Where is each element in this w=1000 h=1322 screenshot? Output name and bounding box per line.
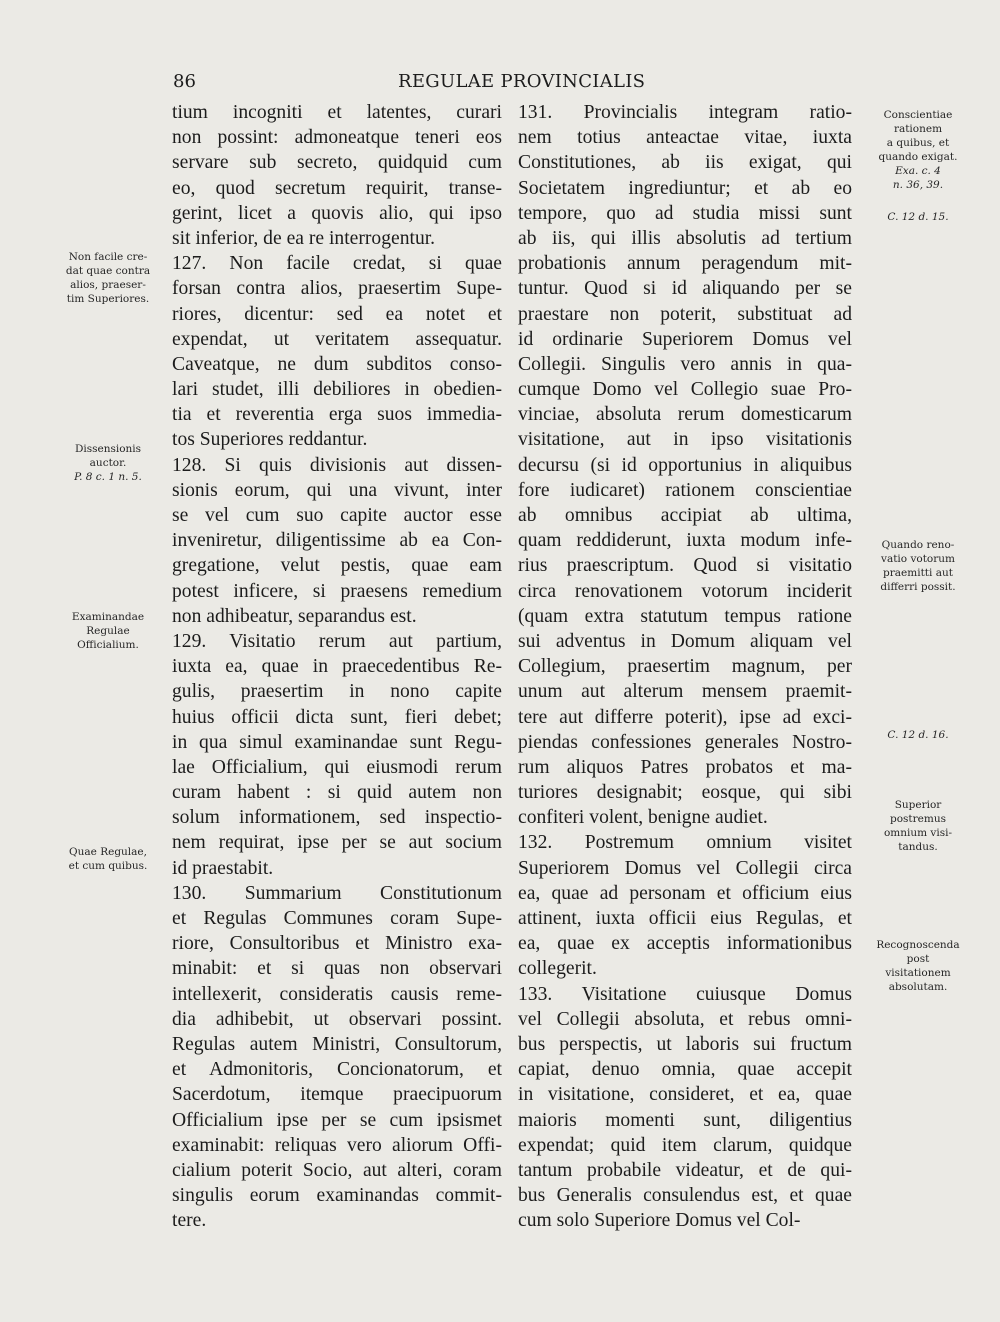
text-line: sui adventus in Domum aliquam vel	[518, 630, 852, 652]
text-line: nem requirat, ipse per se aut socium	[172, 832, 502, 854]
text-line: huius officii dicta sunt, fieri debet;	[172, 706, 502, 728]
text-line: vel Collegii absoluta, et rebus omni-	[518, 1008, 852, 1030]
text-line: Constitutiones, ab iis exigat, qui	[518, 152, 852, 174]
margin-note-right: C. 12 d. 15.	[887, 211, 949, 223]
text-line: 132. Postremum omnium visitet	[518, 832, 852, 854]
text-line: ab omnibus accipiat ab ultima,	[518, 505, 852, 526]
text-line: sionis eorum, qui una vivunt, inter	[172, 479, 502, 501]
text-line: Societatem ingrediuntur; et ab eo	[518, 177, 852, 199]
text-line: Officialium ipse per se cum ipsismet	[172, 1109, 502, 1131]
text-line: gregatione, velut pestis, quae eam	[172, 555, 502, 577]
text-line: Collegii. Singulis vero annis in qua-	[518, 353, 852, 375]
text-line: et Regulas Communes coram Supe-	[172, 908, 502, 929]
text-line: iuxta ea, quae in praecedentibus Re-	[172, 656, 502, 678]
text-line: rius praescriptum. Quod si visitatio	[518, 555, 852, 577]
text-line: lari studet, illi debiliores in obedien-	[172, 379, 502, 401]
text-line: minabit: et si quas non observari	[172, 958, 502, 980]
text-line: collegerit.	[518, 958, 597, 980]
text-line: vinciae, absoluta rerum domesticarum	[518, 404, 852, 426]
text-line: cialium poterit Socio, aut alteri, coram	[172, 1159, 502, 1181]
text-line: examinabit: reliquas vero aliorum Offi-	[172, 1134, 502, 1156]
text-line: 127. Non facile credat, si quae	[172, 253, 502, 275]
text-line: ea, quae ex acceptis informationibus	[518, 933, 852, 955]
text-line: in qua simul examinandae sunt Regu-	[172, 731, 502, 753]
text-line: piendas confessiones generales Nostro-	[518, 731, 852, 753]
text-line: capiat, denuo omnia, quae accepit	[518, 1059, 852, 1081]
text-line: non adhibeatur, separandus est.	[172, 605, 417, 627]
text-line: praestare non poterit, substituat ad	[518, 303, 852, 325]
right-text-column	[518, 100, 852, 1233]
text-line: potest inficere, si praesens remedium	[172, 580, 502, 602]
text-line: tia et reverentia erga suos immedia-	[172, 404, 502, 426]
text-line: Sacerdotum, itemque praecipuorum	[172, 1084, 502, 1106]
margin-note-right: Recognoscenda post visitationem absolutam.	[876, 939, 960, 993]
text-line: probationis annum peragendum mit-	[518, 253, 852, 275]
text-line: Collegium, praesertim magnum, per	[518, 656, 852, 678]
text-line: tium incogniti et latentes, curari	[172, 102, 502, 123]
text-line: singulis eorum examinandas commit-	[172, 1185, 502, 1207]
text-line: id ordinarie Superiorem Domus vel	[518, 328, 852, 350]
text-line: tempore, quo ad studia missi sunt	[518, 202, 852, 224]
text-line: et Admonitoris, Concionatorum, et	[172, 1059, 502, 1081]
text-line: dia adhibebit, ut observari possint.	[172, 1008, 502, 1030]
text-line: decursu (si id opportunius in aliquibus	[518, 454, 852, 476]
text-line: curam habent : si quid autem non	[172, 782, 502, 804]
text-line: 131. Provincialis integram ratio-	[518, 102, 852, 123]
margin-note-left: Dissensionis auctor. P. 8 c. 1 n. 5.	[74, 443, 142, 483]
text-line: unum aut alterum mensem praemit-	[518, 681, 852, 703]
text-line: 133. Visitatione cuiusque Domus	[518, 983, 852, 1005]
text-line: maioris momenti sunt, diligentius	[518, 1109, 852, 1131]
text-line: solum informationem, sed inspectio-	[172, 807, 502, 829]
text-line: eo, quod secretum requirit, transe-	[172, 177, 502, 199]
text-line: bus perspectis, ut laboris sui fructum	[518, 1033, 852, 1055]
text-line: tere aut differre poterit), ipse ad exci-	[518, 706, 852, 728]
margin-note-left: Non facile cre- dat quae contra alios, praeser- tim Superiores.	[65, 251, 151, 305]
text-line: tuntur. Quod si id aliquando per se	[518, 278, 852, 300]
text-line: id praestabit.	[172, 857, 274, 879]
text-line: quam reddiderunt, iuxta modum infe-	[518, 530, 852, 552]
text-line: attinent, iuxta officii eius Regulas, et	[518, 908, 852, 929]
text-line: servare sub secreto, quidquid cum	[172, 152, 502, 174]
margin-note-left: Examinandae Regulae Officialium.	[71, 611, 145, 651]
text-line: in visitatione, consideret, et ea, quae	[518, 1084, 852, 1106]
text-line: intellexerit, consideratis causis reme-	[172, 983, 502, 1005]
text-line: ea, quae ad personam et officium eius	[518, 882, 852, 904]
text-line: riore, Consultoribus et Ministro exa-	[172, 933, 502, 955]
page-number: 86	[173, 71, 196, 92]
text-line: Superiorem Domus vel Collegii circa	[518, 857, 852, 879]
margin-note-right: Quando reno- vatio votorum praemitti aut differri possit.	[880, 539, 956, 593]
text-line: lae Officialium, qui eiusmodi rerum	[172, 756, 502, 778]
text-line: 129. Visitatio rerum aut partium,	[172, 630, 502, 652]
left-text-column	[172, 100, 502, 1233]
margin-note-right: Conscientiae rationem a quibus, et quando exigat. Exa. c. 4 n. 36, 39.	[878, 109, 958, 191]
text-line: tere.	[172, 1210, 207, 1232]
text-line: turiores designabit; eosque, qui sibi	[518, 782, 852, 804]
text-line: circa renovationem votorum inciderit	[518, 580, 852, 602]
text-line: expendat, ut veritatem assequatur.	[172, 328, 502, 350]
text-line: fore iudicaret) rationem conscientiae	[518, 479, 852, 501]
text-line: 130. Summarium Constitutionum	[172, 882, 502, 904]
text-line: riores, dicentur: sed ea notet et	[172, 303, 502, 325]
text-line: non possint: admoneatque teneri eos	[172, 127, 502, 149]
margin-note-left: Quae Regulae, et cum quibus.	[68, 846, 148, 872]
text-line: forsan contra alios, praesertim Supe-	[172, 278, 502, 300]
text-line: se vel cum suo capite auctor esse	[172, 505, 502, 526]
text-line: visitatione, aut in ipso visitationis	[518, 429, 852, 451]
text-line: Caveatque, ne dum subditos conso-	[172, 353, 502, 375]
running-head: REGULAE PROVINCIALIS	[398, 71, 646, 92]
text-line: nem totius anteactae vitae, iuxta	[518, 127, 852, 149]
text-line: cumque Domo vel Collegio suae Pro-	[518, 379, 852, 401]
text-line: confiteri volent, benigne audiet.	[518, 807, 768, 829]
margin-note-right: Superior postremus omnium visi- tandus.	[883, 799, 953, 853]
text-line: gerint, licet a quovis alio, qui ipso	[172, 202, 502, 224]
text-line: bus Generalis consulendus est, et quae	[518, 1185, 852, 1207]
text-line: expendat; quid item clarum, quidque	[518, 1134, 852, 1156]
text-line: gulis, praesertim in nono capite	[172, 681, 502, 703]
text-line: (quam extra statutum tempus ratione	[518, 605, 852, 627]
text-line: cum solo Superiore Domus vel Col-	[518, 1210, 801, 1232]
margin-note-right: C. 12 d. 16.	[887, 729, 949, 741]
text-line: Regulas autem Ministri, Consultorum,	[172, 1033, 502, 1055]
text-line: rum aliquos Patres probatos et ma-	[518, 756, 852, 778]
text-line: 128. Si quis divisionis aut dissen-	[172, 454, 502, 476]
text-line: tantum probabile videatur, et de qui-	[518, 1159, 852, 1181]
text-line: inveniretur, diligentissime ab ea Con-	[172, 530, 502, 552]
text-line: sit inferior, de ea re interrogentur.	[172, 227, 436, 249]
text-line: ab iis, qui illis absolutis ad tertium	[518, 227, 852, 249]
text-line: tos Superiores reddantur.	[172, 429, 368, 451]
